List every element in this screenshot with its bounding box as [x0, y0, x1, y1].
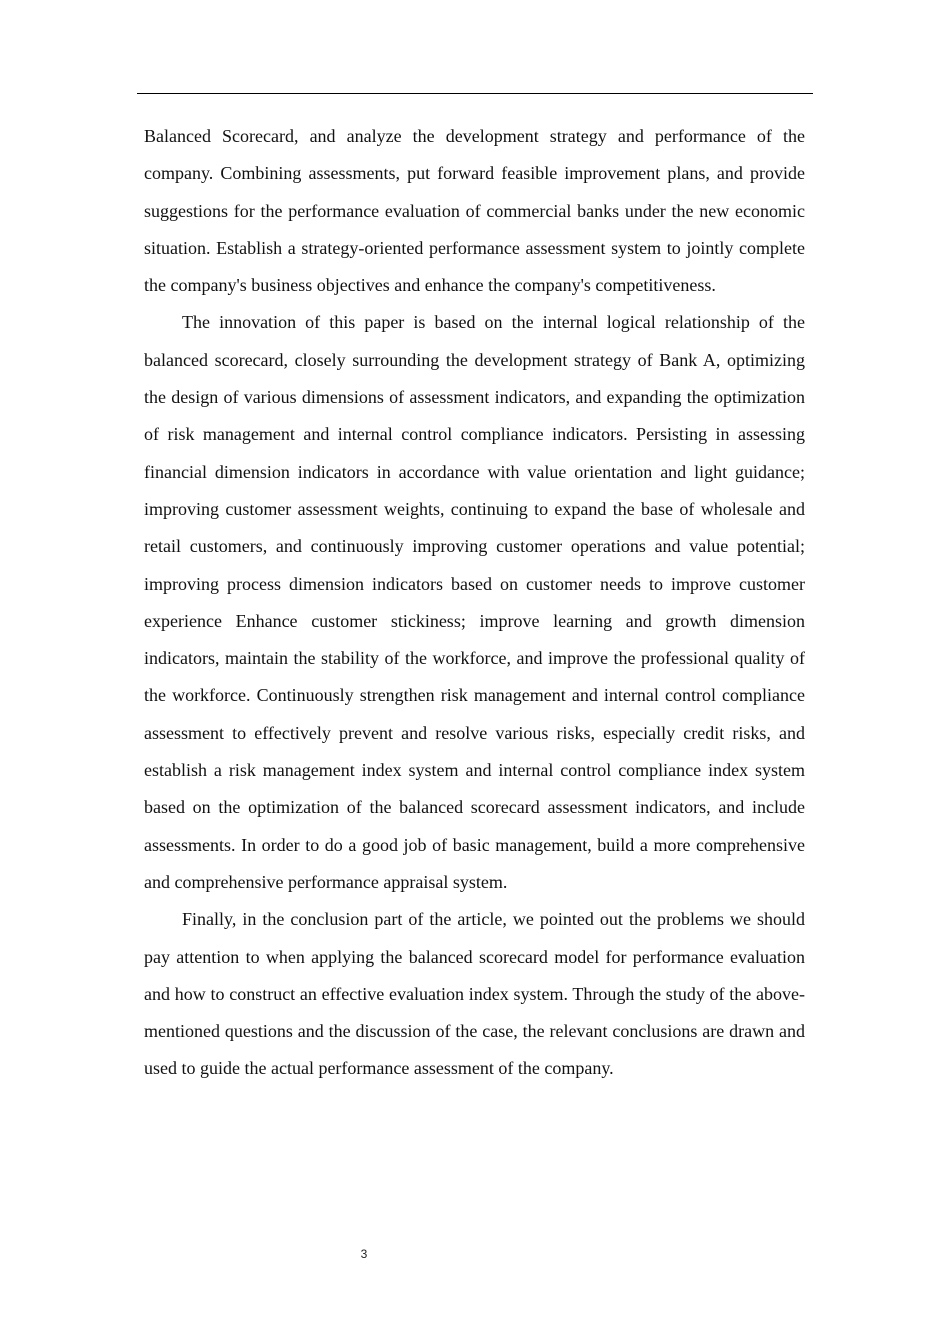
header-rule: [137, 93, 813, 94]
page-number: 3: [360, 1247, 368, 1261]
page-body: [144, 118, 805, 1088]
paragraph-innovation: The innovation of this paper is based on the internal logical relationship of the balanced scorecard, closely surrounding the development strategy of Bank A, optimizing the design of various dimensions of assessment indicators, and expanding the optimization of risk management and internal control compliance indicators. Persisting in assessing financial dimension indicators in accordance with value orientation and light guidance; improving customer assessment weights, continuing to expand the base of wholesale and retail customers, and continuously improving customer operations and value potential; improving process dimension indicators based on customer needs to improve customer experience Enhance customer stickiness; improve learning and growth dimension indicators, maintain the stability of the workforce, and improve the professional quality of the workforce. Continuously strengthen risk management and internal control compliance assessment to effectively prevent and resolve various risks, especially credit risks, and establish a risk management index system and internal control compliance index system based on the optimization of the balanced scorecard assessment indicators, and include assessments. In order to do a good job of basic management, build a more comprehensive and comprehensive performance appraisal system.: [144, 312, 805, 892]
paragraph-conclusion: Finally, in the conclusion part of the article, we pointed out the problems we should pay attention to when applying the balanced scorecard model for performance evaluation and how to construct an effective evaluation index system. Through the study of the above-mentioned questions and the discussion of the case, the relevant conclusions are drawn and used to guide the actual performance assessment of the company.: [144, 909, 805, 1079]
paragraph-continuation: Balanced Scorecard, and analyze the development strategy and performance of the company. Combining assessments, put forward feasible improvement plans, and provide suggestions for the performance evaluation of commercial banks under the new economic situation. Establish a strategy-oriented performance assessment system to jointly complete the company's business objectives and enhance the company's competitiveness.: [144, 126, 805, 296]
